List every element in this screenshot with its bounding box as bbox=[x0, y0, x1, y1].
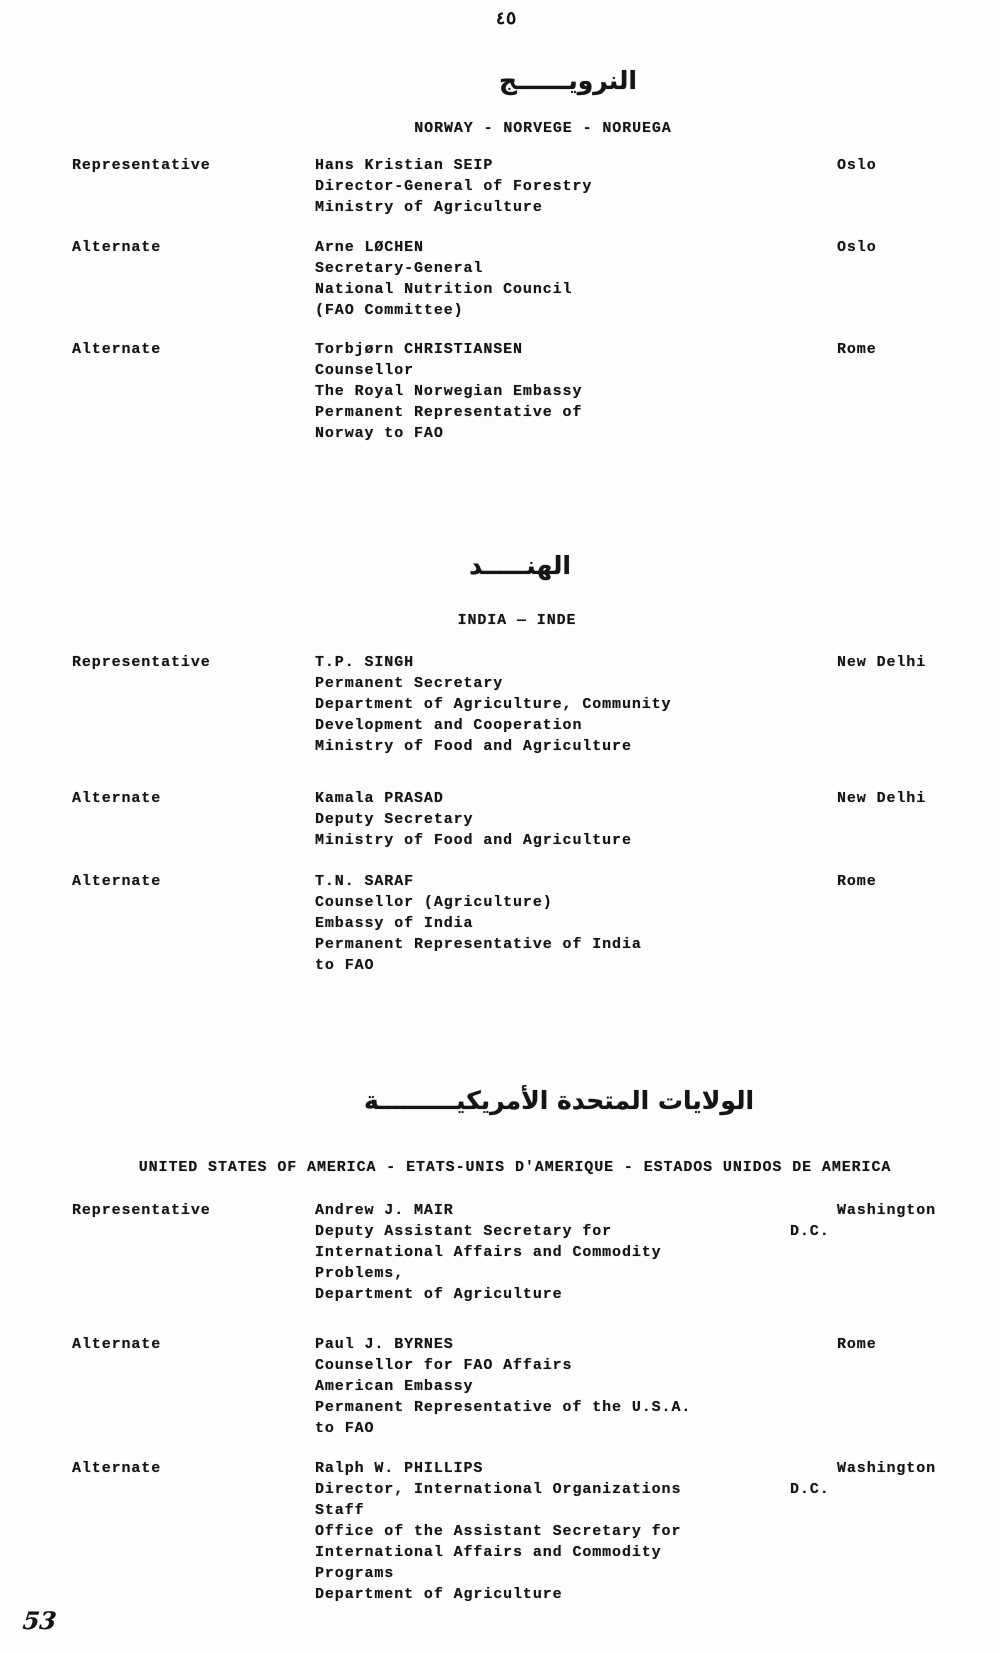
delegate-role-label: Alternate bbox=[72, 790, 162, 807]
delegate-detail-line: (FAO Committee) bbox=[315, 302, 464, 319]
delegate-role-label: Alternate bbox=[72, 239, 162, 256]
delegate-name: T.N. SARAF bbox=[315, 873, 415, 890]
city-line: D.C. bbox=[790, 1481, 830, 1498]
delegate-detail-line: Ministry of Agriculture bbox=[315, 199, 543, 216]
delegate-city bbox=[790, 652, 1000, 673]
delegate-detail-line: Ministry of Food and Agriculture bbox=[315, 738, 632, 755]
delegate-role-label: Alternate bbox=[72, 341, 162, 358]
delegate-city bbox=[790, 237, 1000, 258]
delegate-detail-line: Counsellor (Agriculture) bbox=[315, 894, 553, 911]
delegate-detail-line: Permanent Representative of India bbox=[315, 936, 642, 953]
city-line: Oslo bbox=[837, 157, 877, 174]
delegate-details bbox=[315, 339, 582, 444]
delegate-role-label: Alternate bbox=[72, 873, 162, 890]
delegate-detail-line: Embassy of India bbox=[315, 915, 474, 932]
delegate-name: Torbjørn CHRISTIANSEN bbox=[315, 341, 523, 358]
delegate-city bbox=[790, 1200, 1000, 1242]
delegate-name: T.P. SINGH bbox=[315, 654, 415, 671]
delegate-detail-line: Department of Agriculture, Community bbox=[315, 696, 672, 713]
delegate-details bbox=[315, 871, 642, 976]
delegate-city bbox=[790, 788, 1000, 809]
city-line: Rome bbox=[837, 1336, 877, 1353]
delegate-detail-line: The Royal Norwegian Embassy bbox=[315, 383, 583, 400]
section-title-arabic: النرويــــــج bbox=[499, 66, 637, 95]
city-line: D.C. bbox=[790, 1223, 830, 1240]
delegate-detail-line: International Affairs and Commodity bbox=[315, 1244, 662, 1261]
section-title-arabic: الهنـــــد bbox=[469, 551, 571, 580]
delegate-detail-line: Department of Agriculture bbox=[315, 1586, 563, 1603]
delegate-details bbox=[315, 788, 632, 851]
delegate-city bbox=[790, 1458, 1000, 1500]
delegate-city bbox=[790, 871, 1000, 892]
delegate-detail-line: Permanent Representative of bbox=[315, 404, 583, 421]
city-line: Rome bbox=[837, 341, 877, 358]
delegate-name: Ralph W. PHILLIPS bbox=[315, 1460, 484, 1477]
delegate-name: Hans Kristian SEIP bbox=[315, 157, 494, 174]
delegate-detail-line: Ministry of Food and Agriculture bbox=[315, 832, 632, 849]
section-title-latin: INDIA — INDE bbox=[457, 612, 577, 629]
delegate-details bbox=[315, 1458, 681, 1605]
page-number-arabic: ٤٥ bbox=[495, 11, 517, 30]
city-line: New Delhi bbox=[837, 654, 927, 671]
delegate-detail-line: Director, International Organizations bbox=[315, 1481, 682, 1498]
section-title-latin: UNITED STATES OF AMERICA - ETATS-UNIS D'AMERIQUE - ESTADOS UNIDOS DE AMERICA bbox=[138, 1159, 892, 1176]
section-title-latin: NORWAY - NORVEGE - NORUEGA bbox=[414, 120, 672, 137]
section-title-arabic: الولايات المتحدة الأمريكيـــــــــة bbox=[363, 1086, 755, 1115]
delegate-detail-line: Permanent Representative of the U.S.A. bbox=[315, 1399, 692, 1416]
delegate-detail-line: Director-General of Forestry bbox=[315, 178, 593, 195]
delegate-detail-line: to FAO bbox=[315, 1420, 375, 1437]
delegate-detail-line: Deputy Assistant Secretary for bbox=[315, 1223, 613, 1240]
city-line: Washington bbox=[837, 1202, 937, 1219]
delegate-role-label: Representative bbox=[72, 1202, 211, 1219]
delegate-city bbox=[790, 1334, 1000, 1355]
delegate-detail-line: Staff bbox=[315, 1502, 365, 1519]
delegate-name: Kamala PRASAD bbox=[315, 790, 444, 807]
delegate-role-label: Representative bbox=[72, 157, 211, 174]
delegate-detail-line: Counsellor for FAO Affairs bbox=[315, 1357, 573, 1374]
delegate-detail-line: Problems, bbox=[315, 1265, 405, 1282]
city-line: Oslo bbox=[837, 239, 877, 256]
delegate-details bbox=[315, 155, 592, 218]
delegate-name: Andrew J. MAIR bbox=[315, 1202, 454, 1219]
delegate-role-label: Representative bbox=[72, 654, 211, 671]
delegate-details bbox=[315, 237, 572, 321]
delegate-detail-line: International Affairs and Commodity bbox=[315, 1544, 662, 1561]
delegate-city bbox=[790, 339, 1000, 360]
delegate-name: Arne LØCHEN bbox=[315, 239, 424, 256]
city-line: Washington bbox=[837, 1460, 937, 1477]
delegate-detail-line: National Nutrition Council bbox=[315, 281, 573, 298]
city-line: New Delhi bbox=[837, 790, 927, 807]
delegate-name: Paul J. BYRNES bbox=[315, 1336, 454, 1353]
delegate-details bbox=[315, 1334, 691, 1439]
delegate-role-label: Alternate bbox=[72, 1336, 162, 1353]
delegate-detail-line: Counsellor bbox=[315, 362, 415, 379]
delegate-detail-line: to FAO bbox=[315, 957, 375, 974]
delegate-detail-line: Department of Agriculture bbox=[315, 1286, 563, 1303]
delegate-role-label: Alternate bbox=[72, 1460, 162, 1477]
delegate-detail-line: Permanent Secretary bbox=[315, 675, 504, 692]
delegate-detail-line: Programs bbox=[315, 1565, 395, 1582]
delegate-detail-line: Office of the Assistant Secretary for bbox=[315, 1523, 682, 1540]
delegate-city bbox=[790, 155, 1000, 176]
delegate-detail-line: Development and Cooperation bbox=[315, 717, 583, 734]
delegate-detail-line: Deputy Secretary bbox=[315, 811, 474, 828]
page-number: 53 bbox=[21, 1606, 58, 1635]
delegate-detail-line: American Embassy bbox=[315, 1378, 474, 1395]
delegate-detail-line: Norway to FAO bbox=[315, 425, 444, 442]
delegate-details bbox=[315, 652, 671, 757]
delegate-details bbox=[315, 1200, 662, 1305]
city-line: Rome bbox=[837, 873, 877, 890]
delegate-detail-line: Secretary-General bbox=[315, 260, 484, 277]
